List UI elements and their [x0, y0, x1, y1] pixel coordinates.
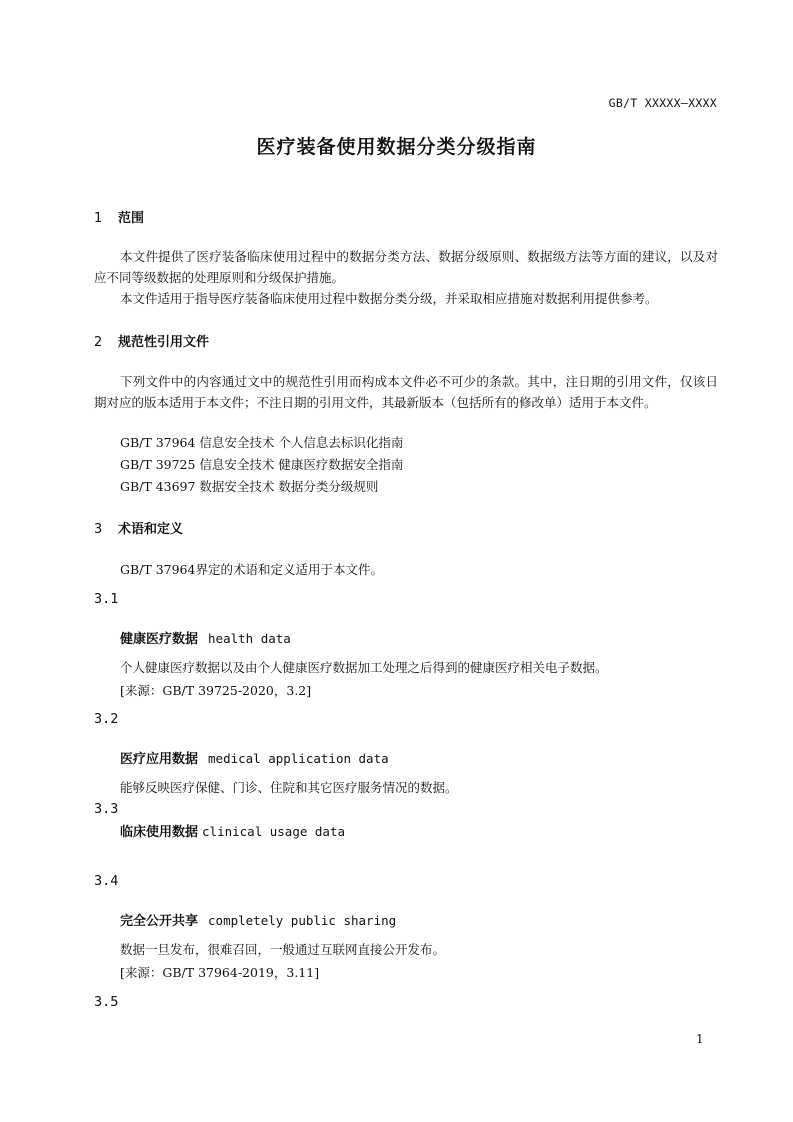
term-english: health data [208, 631, 291, 646]
term-number: 3.1 [94, 591, 119, 607]
section-number: 3 [94, 522, 103, 537]
term-english: medical application data [208, 751, 389, 766]
section-1-paragraph-1: 本文件提供了医疗装备临床使用过程中的数据分类方法、数据分级原则、数据级方法等方面的建议，以及对应不同等级数据的处理原则和分级保护措施。 [94, 249, 718, 285]
section-title: 术语和定义 [118, 522, 184, 537]
term-definition: 个人健康医疗数据以及由个人健康医疗数据加工处理之后得到的健康医疗相关电子数据。 [120, 660, 608, 675]
section-3-heading [94, 518, 183, 537]
normative-reference: GB/T 43697 数据安全技术 数据分类分级规则 [120, 479, 379, 494]
term-chinese: 医疗应用数据 [120, 752, 199, 767]
section-2-heading [94, 331, 209, 350]
term-english: clinical usage data [202, 824, 346, 839]
section-2-paragraph: 下列文件中的内容通过文中的规范性引用而构成本文件必不可少的条款。其中，注日期的引用文件，仅该日期对应的版本适用于本文件；不注日期的引用文件，其最新版本（包括所有的修改单）适用于本文件。 [94, 374, 718, 410]
term-heading [120, 910, 396, 929]
term-number: 3.3 [94, 801, 119, 817]
normative-reference: GB/T 39725 信息安全技术 健康医疗数据安全指南 [120, 457, 404, 472]
document-title: 医疗装备使用数据分类分级指南 [256, 136, 537, 158]
term-heading [120, 821, 345, 840]
term-definition: 数据一旦发布，很难召回，一般通过互联网直接公开发布。 [120, 942, 446, 957]
standard-number: GB/T XXXXX—XXXX [608, 96, 717, 110]
section-3-intro: GB/T 37964界定的术语和定义适用于本文件。 [120, 562, 383, 577]
section-1-paragraph-2: 本文件适用于指导医疗装备临床使用过程中数据分类分级，并采取相应措施对数据利用提供参考。 [120, 291, 658, 306]
term-heading [120, 628, 291, 647]
section-1-heading [94, 207, 144, 226]
term-english: completely public sharing [208, 913, 397, 928]
term-chinese: 健康医疗数据 [120, 632, 199, 647]
term-number: 3.2 [94, 711, 119, 727]
term-chinese: 临床使用数据 [120, 825, 199, 840]
normative-reference: GB/T 37964 信息安全技术 个人信息去标识化指南 [120, 435, 404, 450]
term-number: 3.4 [94, 873, 119, 889]
page-number: 1 [696, 1032, 704, 1046]
section-number: 2 [94, 335, 103, 350]
term-heading [120, 748, 389, 767]
term-definition: 能够反映医疗保健、门诊、住院和其它医疗服务情况的数据。 [120, 780, 458, 795]
section-title: 规范性引用文件 [118, 335, 210, 350]
term-source: [来源：GB/T 37964-2019，3.11] [120, 965, 320, 980]
section-number: 1 [94, 211, 103, 226]
term-number: 3.5 [94, 994, 119, 1010]
term-chinese: 完全公开共享 [120, 914, 199, 929]
term-source: [来源：GB/T 39725-2020，3.2] [120, 683, 312, 698]
section-title: 范围 [118, 211, 145, 226]
